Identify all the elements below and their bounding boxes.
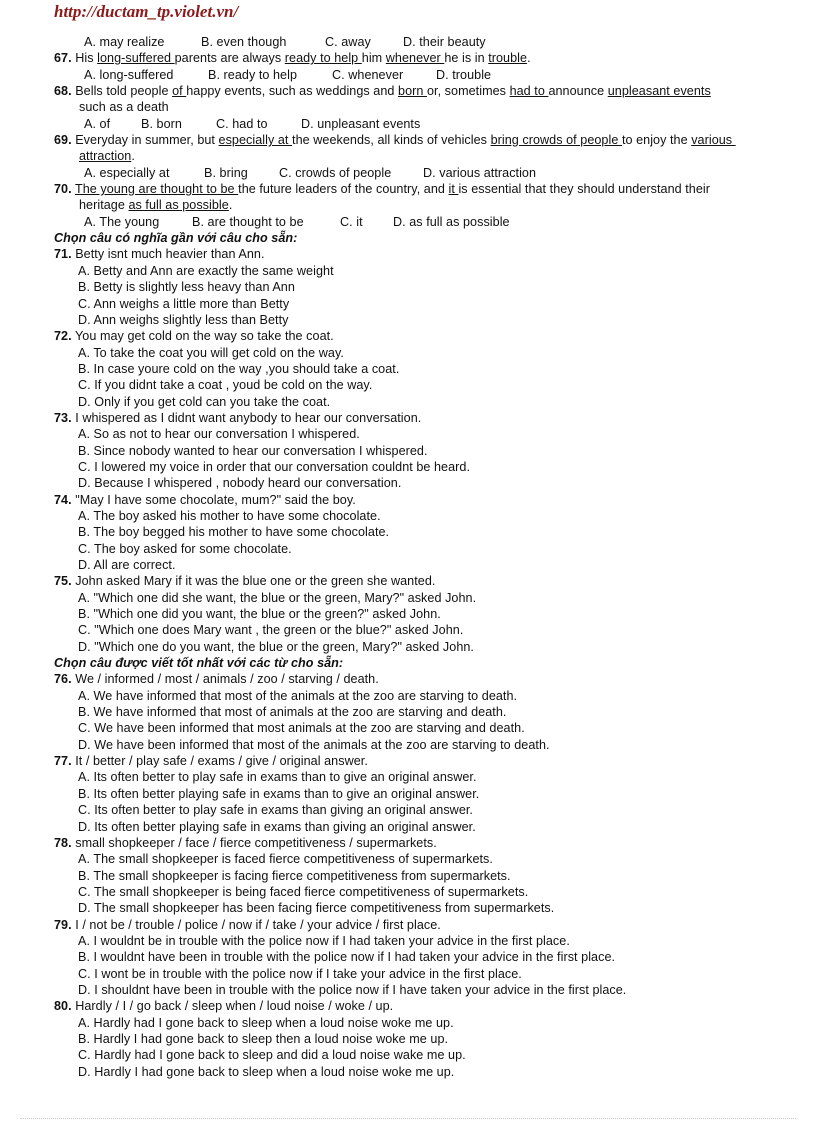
question-68 (54, 83, 794, 99)
underlined-phrase: it (448, 182, 459, 197)
option: D. I shouldnt have been in trouble with the police now if I have taken your advice in the first place. (78, 982, 627, 997)
q67-options (54, 67, 794, 83)
option: D. The small shopkeeper has been facing fierce competitiveness from supermarkets. (78, 901, 555, 916)
page-bottom-divider (20, 1118, 796, 1119)
option: D. Only if you get cold can you take the coat. (78, 394, 331, 409)
option: D. Because I whispered , nobody heard our conversation. (78, 476, 402, 491)
option: B. The boy begged his mother to have some chocolate. (78, 525, 390, 540)
underlined-phrase: bring (490, 133, 523, 148)
question-text: Betty isnt much heavier than Ann. (75, 247, 265, 262)
question-text: We / informed / most / animals / zoo / starving / death. (75, 672, 379, 687)
option: D. We have been informed that most of the animals at the zoo are starving to death. (78, 737, 550, 752)
option: B. even though (201, 35, 287, 49)
option: D. various attraction (423, 165, 537, 180)
text: . (527, 51, 531, 66)
option: A. Its often better to play safe in exams than to give an original answer. (78, 770, 477, 785)
option: C. "Which one does Mary want , the green or the blue?" asked John. (78, 623, 464, 638)
underlined-phrase: trouble (488, 51, 528, 66)
question-number: 78. (54, 835, 72, 850)
text: to enjoy the (621, 133, 692, 148)
question-number: 73. (54, 410, 72, 425)
option: D. All are correct. (78, 558, 176, 572)
option: A. So as not to hear our conversation I whispered. (78, 427, 360, 442)
option: C. Its often better to play safe in exams than giving an original answer. (78, 803, 473, 818)
option: D. as full as possible (393, 214, 510, 229)
underlined-phrase: born (398, 84, 427, 99)
option: C. I lowered my voice in order that our conversation couldnt be heard. (78, 459, 471, 474)
option: D. Hardly I had gone back to sleep when a loud noise woke me up. (78, 1064, 455, 1079)
question-70-cont (54, 197, 794, 213)
option: C. Hardly had I gone back to sleep and did a loud noise wake me up. (78, 1048, 466, 1063)
option: D. Its often better playing safe in exams than giving an original answer. (78, 819, 476, 834)
text: Bells told people (75, 84, 173, 99)
question-number: 71. (54, 247, 72, 262)
option: A. The young (84, 214, 160, 229)
text: him (361, 51, 386, 66)
question-73 (54, 410, 794, 426)
question-number: 74. (54, 492, 72, 507)
question-number: 67. (54, 51, 72, 66)
option: D. trouble (436, 67, 492, 82)
underlined-phrase: of (172, 84, 187, 99)
text: he is in (444, 51, 489, 66)
question-number: 76. (54, 672, 72, 687)
underlined-phrase: crowds of people (522, 133, 622, 148)
option: A. Hardly had I gone back to sleep when a loud noise woke me up. (78, 1015, 454, 1030)
question-text: I / not be / trouble / police / now if / take / your advice / first place. (75, 917, 441, 932)
q70-options (54, 214, 794, 230)
option: D. Ann weighs slightly less than Betty (78, 312, 289, 327)
text: happy events, such as weddings and (186, 84, 399, 99)
question-text: I whispered as I didnt want anybody to hear our conversation. (75, 410, 422, 425)
q66-options (54, 34, 794, 50)
option: B. are thought to be (192, 214, 304, 229)
option: B. Betty is slightly less heavy than Ann (78, 280, 295, 295)
document-content (54, 34, 794, 1080)
question-number: 79. (54, 917, 72, 932)
underlined-phrase: long-suffered (97, 51, 175, 66)
text: . (228, 198, 233, 213)
underlined-phrase: ready to help (284, 51, 362, 66)
option: B. bring (204, 165, 248, 180)
question-76 (54, 671, 794, 687)
option: B. born (141, 116, 182, 131)
question-number: 70. (54, 182, 72, 197)
question-number: 72. (54, 329, 72, 344)
question-78 (54, 835, 794, 851)
option: D. "Which one do you want, the blue or the green, Mary?" asked John. (78, 639, 474, 654)
question-70 (54, 181, 794, 197)
underlined-phrase: whenever (385, 51, 445, 66)
question-75 (54, 573, 794, 589)
question-number: 68. (54, 84, 72, 99)
question-72 (54, 328, 794, 344)
option: C. If you didnt take a coat , youd be cold on the way. (78, 378, 373, 393)
question-text: "May I have some chocolate, mum?" said the boy. (75, 492, 356, 507)
question-number: 77. (54, 754, 72, 769)
option: A. We have informed that most of the animals at the zoo are starving to death. (78, 688, 518, 703)
underlined-phrase: The young (75, 182, 139, 197)
text: parents are always (174, 51, 285, 66)
question-text: small shopkeeper / face / fierce competitiveness / supermarkets. (75, 835, 437, 850)
option: B. Since nobody wanted to hear our conversation I whispered. (78, 443, 428, 458)
option: A. I wouldnt be in trouble with the police now if I had taken your advice in the first place. (78, 933, 570, 948)
option: B. ready to help (208, 67, 298, 82)
option: B. In case youre cold on the way ,you should take a coat. (78, 361, 400, 376)
option: C. crowds of people (279, 165, 392, 180)
text: the weekends, all kinds of vehicles (292, 133, 491, 148)
underlined-phrase: unpleasant events (607, 84, 711, 99)
q69-options (54, 165, 794, 181)
question-number: 69. (54, 133, 72, 148)
option: B. The small shopkeeper is facing fierce competitiveness from supermarkets. (78, 868, 511, 883)
text: is essential that they should understand their (458, 182, 710, 197)
text: or, sometimes (426, 84, 510, 99)
underlined-phrase: various (691, 133, 736, 148)
option: B. Hardly I had gone back to sleep then a loud noise woke me up. (78, 1031, 449, 1046)
q68-options (54, 116, 794, 132)
underlined-phrase: especially at (218, 133, 293, 148)
option: D. their beauty (403, 35, 486, 49)
text: . (131, 149, 135, 164)
option: C. whenever (332, 67, 404, 82)
question-67 (54, 50, 794, 66)
text: announce (548, 84, 608, 99)
section-heading: Chọn câu được viết tốt nhất với các từ cho sẵn: (54, 656, 344, 671)
option: A. especially at (84, 165, 170, 180)
question-text: It / better / play safe / exams / give / original answer. (75, 754, 368, 769)
option: A. may realize (84, 35, 165, 49)
question-77 (54, 753, 794, 769)
option: B. "Which one did you want, the blue or the green?" asked John. (78, 607, 441, 622)
option: C. away (325, 35, 371, 49)
question-74 (54, 492, 794, 508)
option: A. To take the coat you will get cold on the way. (78, 345, 344, 360)
question-text: John asked Mary if it was the blue one or the green she wanted. (75, 574, 436, 589)
option: A. Betty and Ann are exactly the same weight (78, 263, 334, 278)
underlined-phrase: are thought to be (138, 182, 239, 197)
question-80 (54, 998, 794, 1014)
underlined-phrase: attraction (79, 149, 132, 164)
option: A. of (84, 116, 111, 131)
option: D. unpleasant events (301, 116, 421, 131)
option: C. We have been informed that most animals at the zoo are starving and death. (78, 721, 525, 736)
question-71 (54, 246, 794, 262)
option: C. it (340, 214, 363, 229)
option: A. "Which one did she want, the blue or the green, Mary?" asked John. (78, 590, 477, 605)
header-url[interactable]: http://ductam_tp.violet.vn/ (54, 2, 239, 21)
option: C. Ann weighs a little more than Betty (78, 296, 290, 311)
question-79 (54, 917, 794, 933)
option: B. Its often better playing safe in exams than to give an original answer. (78, 786, 480, 801)
option: C. The small shopkeeper is being faced fierce competitiveness of supermarkets. (78, 884, 529, 899)
option: A. long-suffered (84, 67, 174, 82)
option: B. I wouldnt have been in trouble with the police now if I had taken your advice in the first place. (78, 950, 616, 965)
option: C. I wont be in trouble with the police now if I take your advice in the first place. (78, 966, 522, 981)
option: A. The boy asked his mother to have some chocolate. (78, 508, 381, 523)
section-heading: Chọn câu có nghĩa gần với câu cho sẵn: (54, 231, 298, 246)
text: His (75, 51, 98, 66)
question-text: You may get cold on the way so take the coat. (75, 329, 334, 344)
question-text: Hardly / I / go back / sleep when / loud noise / woke / up. (75, 999, 394, 1014)
option: B. We have informed that most of animals at the zoo are starving and death. (78, 705, 507, 720)
underlined-phrase: had to (509, 84, 549, 99)
option: C. The boy asked for some chocolate. (78, 541, 292, 556)
text: heritage (79, 198, 129, 213)
underlined-phrase: as full as possible (128, 198, 229, 213)
question-69-cont (54, 148, 794, 164)
question-69 (54, 132, 794, 148)
question-number: 80. (54, 999, 72, 1014)
option: C. had to (216, 116, 268, 131)
option: A. The small shopkeeper is faced fierce competitiveness of supermarkets. (78, 852, 493, 867)
question-68-cont: such as a death (79, 100, 169, 115)
question-number: 75. (54, 574, 72, 589)
text: Everyday in summer, but (75, 133, 219, 148)
text: the future leaders of the country, and (238, 182, 449, 197)
